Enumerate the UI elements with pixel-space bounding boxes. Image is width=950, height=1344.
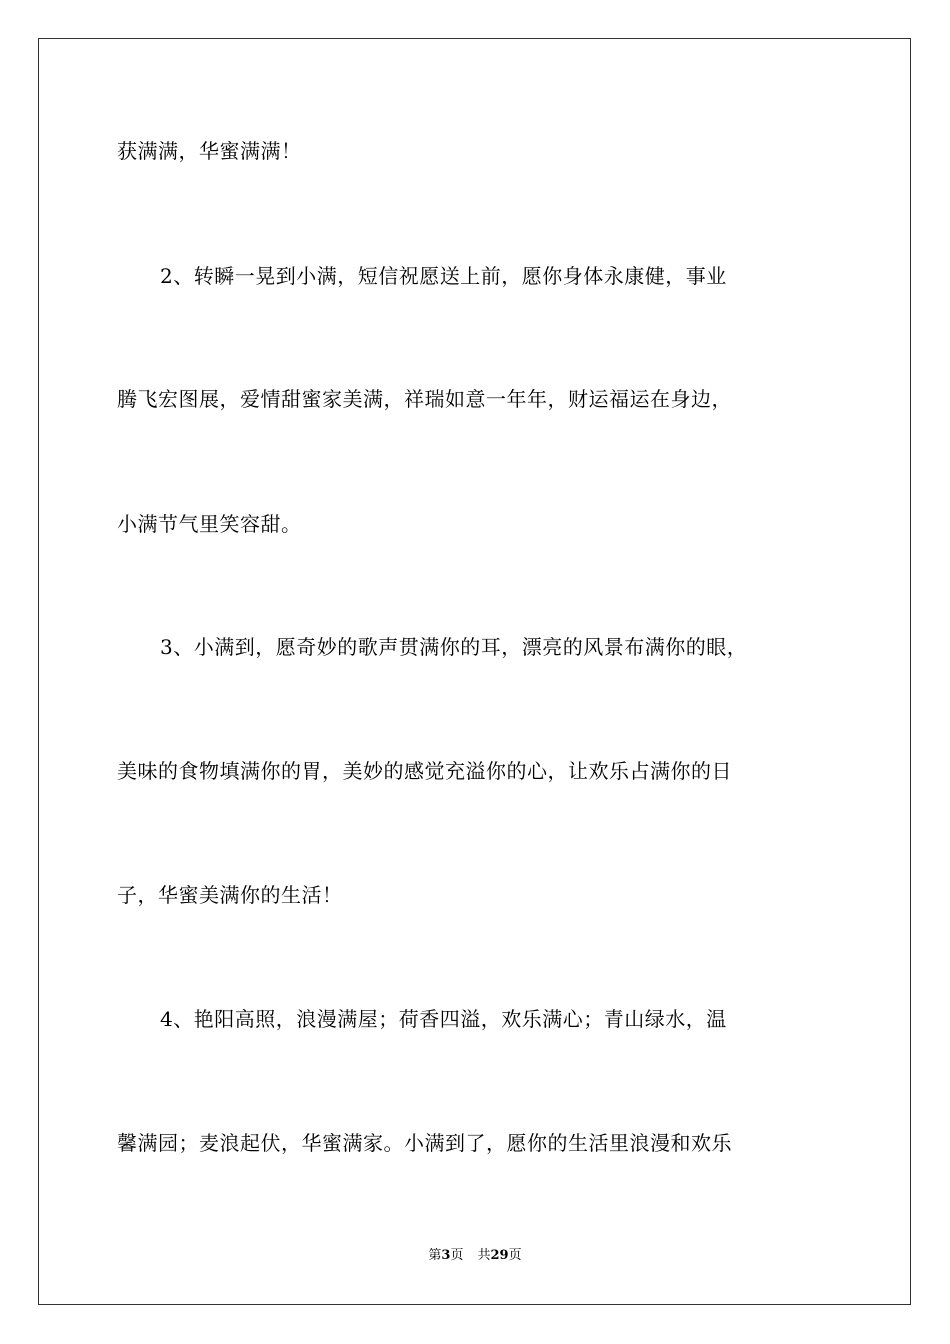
footer-total-suffix: 页 xyxy=(508,1248,522,1263)
footer-page-number: 3 xyxy=(441,1248,451,1263)
text-line-1: 获满满，华蜜满满！ xyxy=(117,139,302,163)
text-line-3: 腾飞宏图展，爱情甜蜜家美满，祥瑞如意一年年，财运福运在身边， xyxy=(117,387,732,411)
text-line-9: 馨满园；麦浪起伏，华蜜满家。小满到了，愿你的生活里浪漫和欢乐 xyxy=(117,1131,732,1155)
footer-page-suffix: 页 xyxy=(450,1248,464,1263)
text-line-8: 4、艳阳高照，浪漫满屋；荷香四溢，欢乐满心；青山绿水，温 xyxy=(160,1007,727,1031)
text-line-6: 美味的食物填满你的胃，美妙的感觉充溢你的心，让欢乐占满你的日 xyxy=(117,759,732,783)
text-line-5: 3、小满到，愿奇妙的歌声贯满你的耳，漂亮的风景布满你的眼， xyxy=(160,635,748,659)
page-border xyxy=(38,38,911,1305)
text-line-4: 小满节气里笑容甜。 xyxy=(117,512,302,536)
footer-total-prefix: 共 xyxy=(477,1248,491,1263)
footer-page-prefix: 第 xyxy=(428,1248,442,1263)
text-line-7: 子，华蜜美满你的生活！ xyxy=(117,883,343,907)
footer-total-pages: 29 xyxy=(490,1248,509,1263)
text-line-2: 2、转瞬一晃到小满，短信祝愿送上前，愿你身体永康健，事业 xyxy=(160,264,727,288)
page-footer xyxy=(0,1248,950,1264)
